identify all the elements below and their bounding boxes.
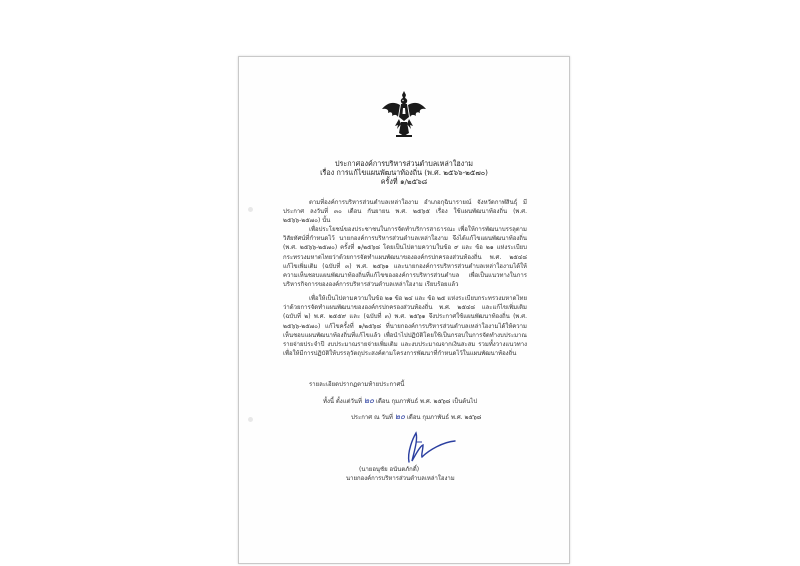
document-page	[238, 56, 570, 564]
punch-hole-mark	[248, 417, 253, 422]
announced-day: ๒๐	[394, 412, 405, 421]
details-note: รายละเอียดปรากฏตามท้ายประกาศนี้	[309, 381, 405, 388]
announcement-revision: ครั้งที่ ๑/๒๕๖๘	[380, 177, 428, 186]
announcement-title: ประกาศองค์การบริหารส่วนตำบลเหล่าใฮงาม	[335, 159, 473, 168]
effective-prefix: ทั้งนี้ ตั้งแต่วันที่	[323, 398, 362, 405]
signer-name: (นายอนุชัย อนันตภักดิ์)	[359, 466, 420, 473]
announced-date-line	[351, 410, 481, 423]
handwritten-signature	[389, 428, 479, 468]
announcement-subject: เรื่อง การแก้ไขแผนพัฒนาท้องถิ่น (พ.ศ. ๒๕๖๖-๒๕๗๐)	[320, 168, 488, 177]
effective-day: ๒๐	[363, 396, 374, 405]
signer-position: นายกองค์การบริหารส่วนตำบลเหล่าใฮงาม	[346, 475, 455, 482]
punch-hole-mark	[248, 207, 253, 212]
announced-prefix: ประกาศ ณ วันที่	[351, 414, 393, 421]
paragraph-2: เพื่อประโยชน์ของประชาชนในการจัดทำบริการสาธารณะ เพื่อให้การพัฒนาบรรลุตามวิสัยทัศน์ที่กำหนดไว้ นายกองค์การบริหารส่วนตำบลเหล่าใฮงาม จึงได้แก้ไขแผนพัฒนาท้องถิ่น (พ.ศ. ๒๕๖๖-๒๕๗๐) ครั้งที่ ๑/๒๕๖๘ โดยเป็นไปตามความในข้อ ๙ และ ข้อ ๒๑ แห่งระเบียบกระทรวงมหาดไทยว่าด้วยการจัดทำแผนพัฒนาขององค์กรปกครองส่วนท้องถิ่น พ.ศ. ๒๕๔๘ แก้ไขเพิ่มเติม (ฉบับที่ ๓) พ.ศ. ๒๕๖๑ และนายกองค์การบริหารส่วนตำบลเหล่าใฮงามได้ให้ความเห็นชอบแผนพัฒนาท้องถิ่นที่แก้ไขขององค์การบริหารส่วนตำบล เพื่อเป็นแนวทางในการบริหารกิจการขององค์การบริหารส่วนตำบลเหล่าใฮงาม เรียบร้อยแล้ว	[283, 226, 527, 289]
effective-date-line	[323, 394, 477, 407]
garuda-emblem-icon	[379, 89, 429, 139]
announced-suffix: เดือน กุมภาพันธ์ พ.ศ. ๒๕๖๘	[406, 414, 482, 421]
effective-suffix: เดือน กุมภาพันธ์ พ.ศ. ๒๕๖๘ เป็นต้นไป	[375, 398, 478, 405]
paragraph-3: เพื่อให้เป็นไปตามความในข้อ ๒๑ ข้อ ๒๔ และ ข้อ ๒๕ แห่งระเบียบกระทรวงมหาดไทยว่าด้วยการจัดทำแผนพัฒนาขององค์กรปกครองส่วนท้องถิ่น พ.ศ. ๒๕๔๘ และแก้ไขเพิ่มเติม (ฉบับที่ ๒) พ.ศ. ๒๕๕๙ และ (ฉบับที่ ๓) พ.ศ. ๒๕๖๑ จึงประกาศใช้แผนพัฒนาท้องถิ่น (พ.ศ. ๒๕๖๖-๒๕๗๐) แก้ไขครั้งที่ ๑/๒๕๖๘ ที่นายกองค์การบริหารส่วนตำบลเหล่าใฮงามได้ให้ความเห็นชอบแผนพัฒนาท้องถิ่นที่แก้ไขแล้ว เพื่อนำไปปฏิบัติโดยใช้เป็นกรอบในการจัดทำงบประมาณรายจ่ายประจำปี งบประมาณรายจ่ายเพิ่มเติม และงบประมาณจากเงินสะสม รวมทั้งวางแนวทางเพื่อให้มีการปฏิบัติให้บรรลุวัตถุประสงค์ตามโครงการพัฒนาที่กำหนดไว้ในแผนพัฒนาท้องถิ่น	[283, 295, 527, 358]
paragraph-1: ตามที่องค์การบริหารส่วนตำบลเหล่าใฮงาม อำเภอกุฉินารายณ์ จังหวัดกาฬสินธุ์ มีประกาศ ลงวันที่ ๓๐ เดือน กันยายน พ.ศ. ๒๕๖๕ เรื่อง ใช้แผนพัฒนาท้องถิ่น (พ.ศ. ๒๕๖๖-๒๕๗๐) นั้น	[283, 199, 527, 225]
